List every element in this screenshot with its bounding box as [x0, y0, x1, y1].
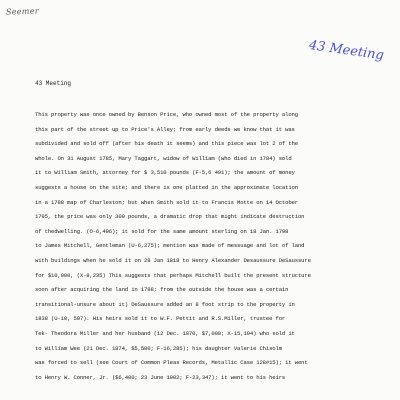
document-body	[35, 108, 395, 385]
body-line: it to William Smith, attorney for $ 3,510 pounds (F-5,6 491); the amount of money	[35, 169, 295, 177]
body-line: in a 1788 map of Charleston; but when Smith sold it to Francis Motte on 14 October	[35, 198, 298, 206]
body-line: of thedwelling. (O-6,496); it sold for the same amount sterling on 18 Jan. 1798	[35, 227, 289, 235]
corner-mark: Seemer	[5, 6, 40, 17]
handwritten-note: 43 Meeting	[307, 38, 385, 64]
body-line: subdivided and sold off (after his death it seems) and this piece was lot 2 of the	[35, 140, 298, 148]
body-line: This property was once owned by Benson Price, who owned most of the property along	[35, 111, 298, 118]
body-line: to Henry W. Conner, Jr. ($6,400; 23 June 1902; F-23,347); it went to his heirs	[35, 373, 286, 381]
body-line: Tek- Theodora Miller and her husband (12 Dec. 1870, $7,000; X-15,194) who sold it	[35, 329, 295, 337]
body-line: suggests a house on the site; and there is one platted in the approximate location	[35, 183, 298, 191]
document-heading: 43 Meeting	[35, 80, 72, 87]
body-line: soon after acquiring the land in 1798; from the outside the house was a certain	[35, 286, 289, 294]
body-line: 1795, the price was only 300 pounds, a dramatic drop that might indicate destruction	[35, 213, 305, 221]
body-line: transitional-unsure about it) DeSaussure added an 8 foot strip to the property in	[35, 300, 295, 308]
body-line: this part of the street up to Price's Alley; from early deeds we know that it was	[35, 125, 295, 133]
body-line: to William Wee (21 Dec. 1874, $5,500; F-16,285); his daughter Valerie Chisolm	[35, 344, 282, 352]
body-line: for $10,000, (X-8,235) This suggests that perhaps Mitchell built the present structure	[35, 271, 311, 279]
body-line: to James Mitchell, Gentleman (U-6,275); mention was made of messuage and lot of land	[35, 242, 305, 250]
body-line: 1838 (U-10, 507). His heirs sold it to W.F. Pettit and R.S.Miller, trustee for	[35, 315, 286, 323]
body-line: was forced to sell (see Court of Common Pleas Records, Metallic Case 128#15); it went	[35, 359, 308, 367]
body-line: whole. On 31 August 1785, Mary Taggart, widow of William (who died in 1784) sold	[35, 154, 292, 162]
body-line: with buildings when he sold it on 28 Jan 1818 to Henry Alexander Desaussure DeSaussure	[35, 256, 311, 264]
